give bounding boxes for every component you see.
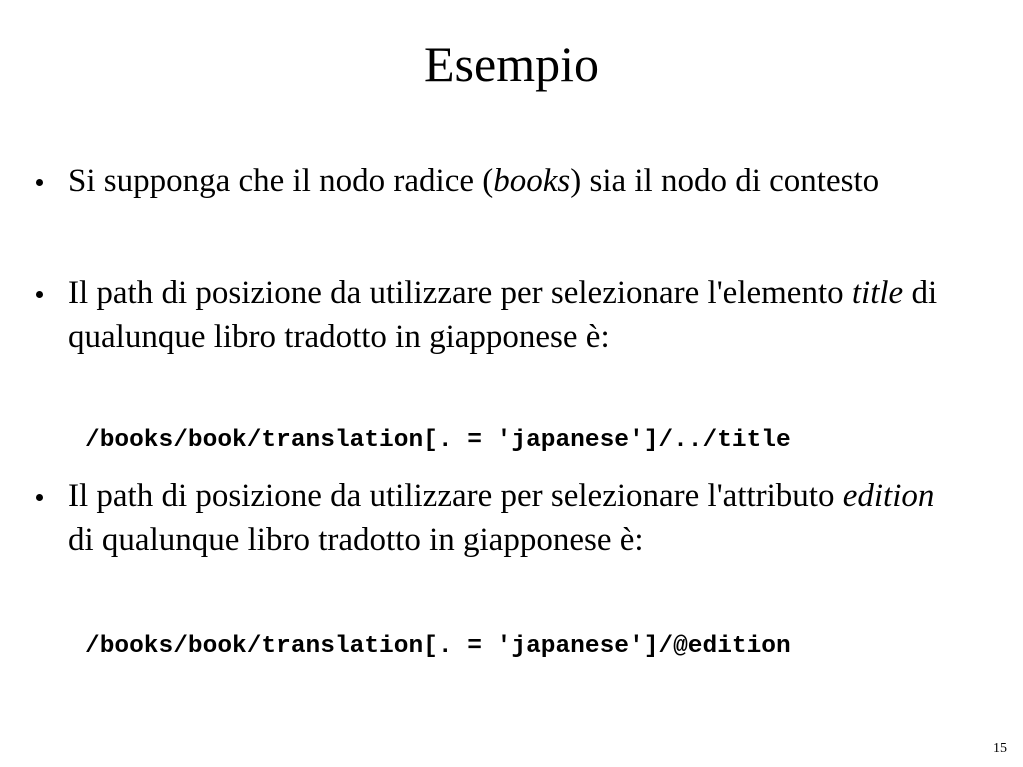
page-number: 15 xyxy=(993,741,1007,756)
bullet-icon xyxy=(36,179,43,186)
italic-term-books: books xyxy=(493,163,571,199)
bullet-icon xyxy=(36,291,43,298)
italic-term-title: title xyxy=(851,275,904,311)
bullet-text-after: di qualunque libro tradotto in giapponese è: xyxy=(68,522,644,558)
bullet-text-before: Il path di posizione da utilizzare per selezionare l'elemento xyxy=(68,275,852,311)
bullet-text-after: di qualunque libro tradotto in giapponese è: xyxy=(68,275,938,355)
bullet-icon xyxy=(36,494,43,501)
bullet-text-before: Il path di posizione da utilizzare per selezionare l'attributo xyxy=(68,478,843,514)
bullet-item-edition-path xyxy=(68,474,968,562)
bullet-item-title-path xyxy=(68,271,968,359)
bullet-text-after: ) sia il nodo di contesto xyxy=(570,163,880,199)
italic-term-edition: edition xyxy=(842,478,935,514)
xpath-code-title: /books/book/translation[. = 'japanese']/../title xyxy=(85,427,791,454)
slide-title: Esempio xyxy=(424,36,599,92)
xpath-code-edition: /books/book/translation[. = 'japanese']/@edition xyxy=(85,633,791,660)
bullet-item-context-node xyxy=(68,159,968,203)
bullet-text-before: Si supponga che il nodo radice ( xyxy=(68,163,494,199)
